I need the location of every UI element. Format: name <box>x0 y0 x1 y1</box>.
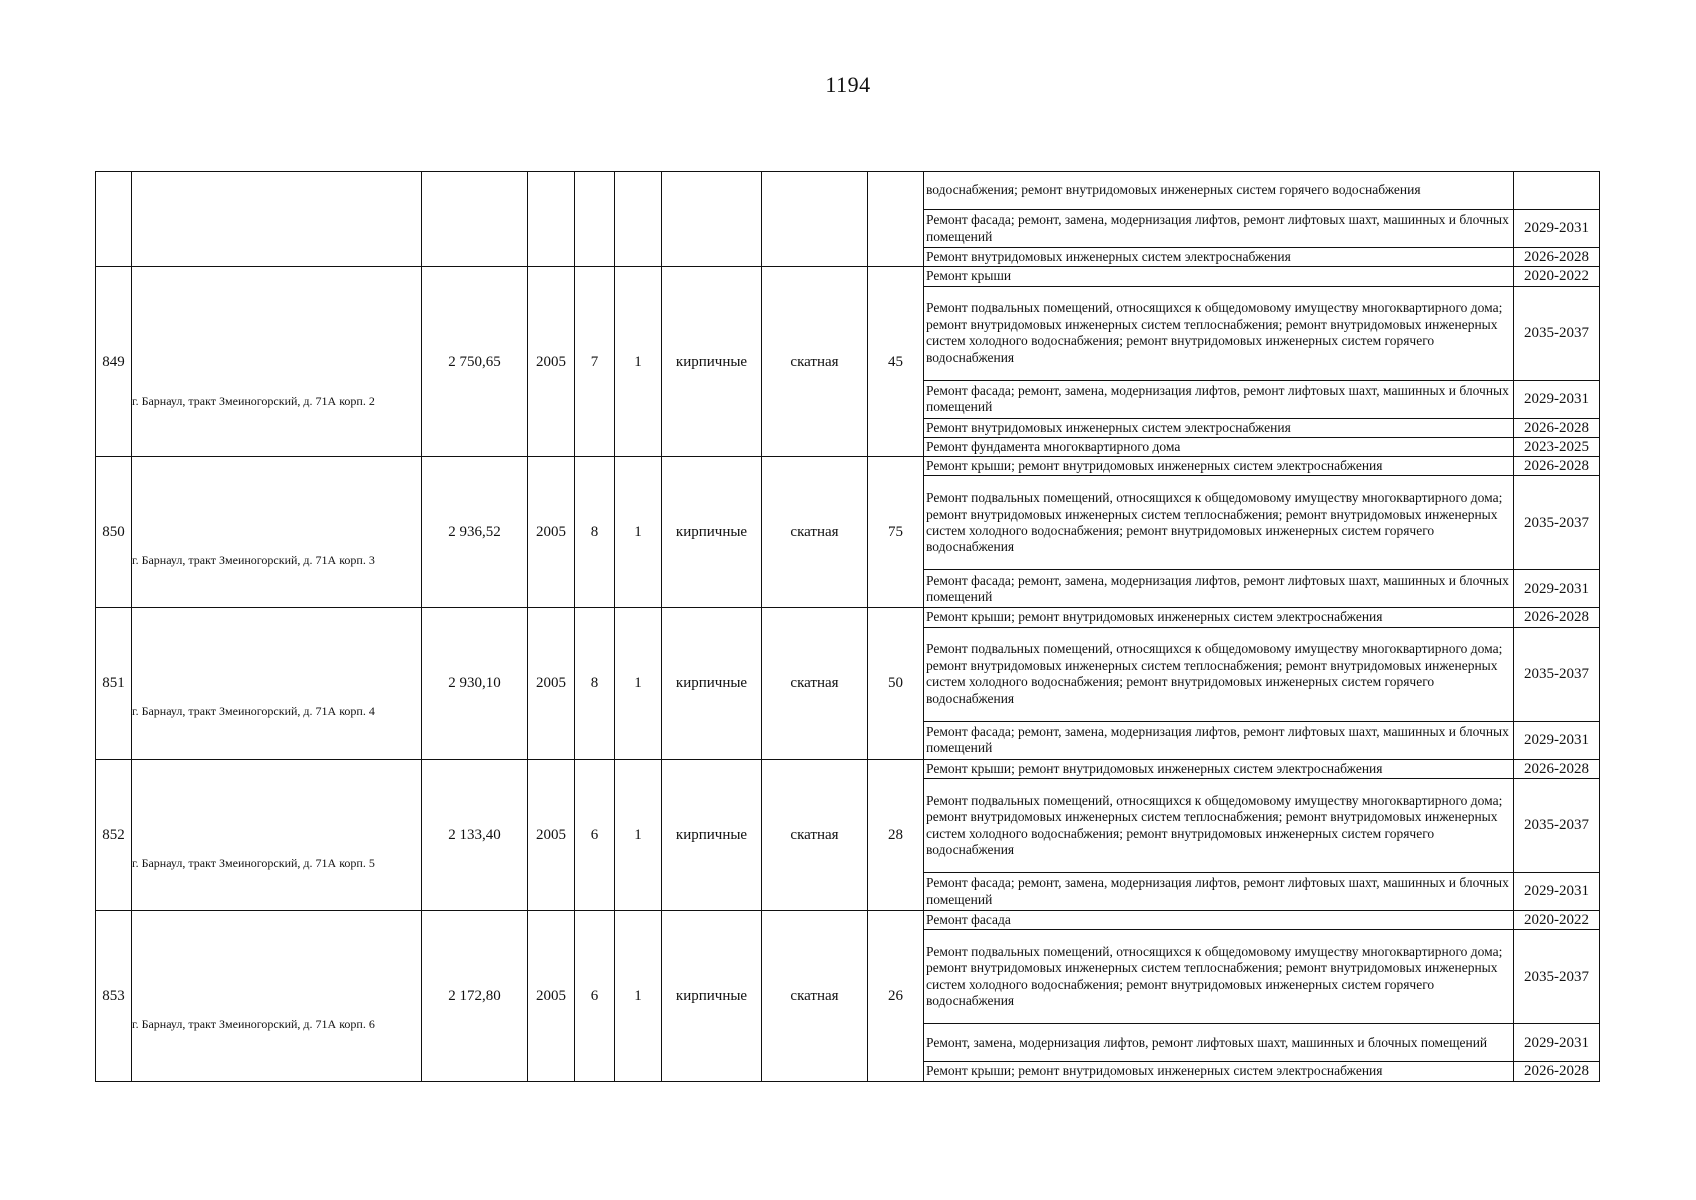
work-description: водоснабжения; ремонт внутридомовых инженерных систем горячего водоснабжения <box>924 172 1514 210</box>
work-description: Ремонт крыши <box>924 267 1514 286</box>
building-row <box>96 457 1600 476</box>
continuation-area-cell <box>422 172 528 267</box>
work-description: Ремонт подвальных помещений, относящихся к общедомовому имуществу многоквартирного дома; ремонт внутридомовых инженерных систем теплоснабжения; ремонт внутридомовых инженерных систем холодного водоснабжения; ремонт внутридомовых инженерных систем горячего водоснабжения <box>924 627 1514 721</box>
address-text: г. Барнаул, тракт Змеиногорский, д. 71А корп. 5 <box>132 855 375 870</box>
row-number: 849 <box>96 267 132 457</box>
entrances-cell: 1 <box>615 267 662 457</box>
floors-cell: 8 <box>575 608 615 759</box>
area-cell: 2 750,65 <box>422 267 528 457</box>
building-row <box>96 267 1600 286</box>
entrances-cell: 1 <box>615 457 662 608</box>
continuation-address-cell <box>132 172 422 267</box>
floors-cell: 8 <box>575 457 615 608</box>
work-period: 2026-2028 <box>1514 759 1600 778</box>
work-description: Ремонт подвальных помещений, относящихся к общедомовому имуществу многоквартирного дома; ремонт внутридомовых инженерных систем теплоснабжения; ремонт внутридомовых инженерных систем холодного водоснабжения; ремонт внутридомовых инженерных систем горячего водоснабжения <box>924 476 1514 570</box>
work-period: 2035-2037 <box>1514 779 1600 873</box>
wall-material-cell: кирпичные <box>662 759 762 910</box>
housing-register-table <box>95 171 1600 1082</box>
roof-type-cell: скатная <box>762 911 868 1082</box>
work-period: 2029-2031 <box>1514 873 1600 911</box>
wall-material-cell: кирпичные <box>662 911 762 1082</box>
wear-cell: 45 <box>868 267 924 457</box>
continuation-num-cell <box>96 172 132 267</box>
floors-cell: 6 <box>575 911 615 1082</box>
work-period: 2020-2022 <box>1514 267 1600 286</box>
work-description: Ремонт фасада; ремонт, замена, модернизация лифтов, ремонт лифтовых шахт, машинных и блочных помещений <box>924 873 1514 911</box>
address-text: г. Барнаул, тракт Змеиногорский, д. 71А корп. 2 <box>132 394 375 409</box>
roof-type-cell: скатная <box>762 608 868 759</box>
row-number: 850 <box>96 457 132 608</box>
work-description: Ремонт фундамента многоквартирного дома <box>924 437 1514 456</box>
work-description: Ремонт внутридомовых инженерных систем электроснабжения <box>924 248 1514 267</box>
work-description: Ремонт фасада <box>924 911 1514 930</box>
wear-cell: 26 <box>868 911 924 1082</box>
address-text: г. Барнаул, тракт Змеиногорский, д. 71А корп. 3 <box>132 553 375 568</box>
address-cell <box>132 911 422 1082</box>
year-cell: 2005 <box>528 608 575 759</box>
roof-type-cell: скатная <box>762 759 868 910</box>
wall-material-cell: кирпичные <box>662 608 762 759</box>
work-period: 2026-2028 <box>1514 248 1600 267</box>
continuation-row <box>96 172 1600 210</box>
work-period: 2029-2031 <box>1514 210 1600 248</box>
building-row <box>96 608 1600 627</box>
address-cell <box>132 267 422 457</box>
wear-cell: 50 <box>868 608 924 759</box>
address-text: г. Барнаул, тракт Змеиногорский, д. 71А корп. 6 <box>132 1016 375 1031</box>
work-description: Ремонт фасада; ремонт, замена, модернизация лифтов, ремонт лифтовых шахт, машинных и блочных помещений <box>924 380 1514 418</box>
area-cell: 2 930,10 <box>422 608 528 759</box>
continuation-wear-cell <box>868 172 924 267</box>
work-description: Ремонт крыши; ремонт внутридомовых инженерных систем электроснабжения <box>924 457 1514 476</box>
table-body <box>96 172 1600 1082</box>
work-period: 2029-2031 <box>1514 721 1600 759</box>
area-cell: 2 172,80 <box>422 911 528 1082</box>
work-period: 2026-2028 <box>1514 1062 1600 1081</box>
roof-type-cell: скатная <box>762 267 868 457</box>
work-period: 2035-2037 <box>1514 476 1600 570</box>
continuation-entrances-cell <box>615 172 662 267</box>
wear-cell: 28 <box>868 759 924 910</box>
floors-cell: 7 <box>575 267 615 457</box>
work-period: 2035-2037 <box>1514 930 1600 1024</box>
work-period: 2023-2025 <box>1514 437 1600 456</box>
continuation-floors-cell <box>575 172 615 267</box>
work-description: Ремонт крыши; ремонт внутридомовых инженерных систем электроснабжения <box>924 759 1514 778</box>
work-description: Ремонт крыши; ремонт внутридомовых инженерных систем электроснабжения <box>924 1062 1514 1081</box>
wear-cell: 75 <box>868 457 924 608</box>
work-description: Ремонт, замена, модернизация лифтов, ремонт лифтовых шахт, машинных и блочных помещений <box>924 1024 1514 1062</box>
work-description: Ремонт подвальных помещений, относящихся к общедомовому имуществу многоквартирного дома; ремонт внутридомовых инженерных систем теплоснабжения; ремонт внутридомовых инженерных систем холодного водоснабжения; ремонт внутридомовых инженерных систем горячего водоснабжения <box>924 286 1514 380</box>
work-description: Ремонт подвальных помещений, относящихся к общедомовому имуществу многоквартирного дома; ремонт внутридомовых инженерных систем теплоснабжения; ремонт внутридомовых инженерных систем холодного водоснабжения; ремонт внутридомовых инженерных систем горячего водоснабжения <box>924 930 1514 1024</box>
continuation-material-cell <box>662 172 762 267</box>
row-number: 852 <box>96 759 132 910</box>
entrances-cell: 1 <box>615 911 662 1082</box>
work-period: 2026-2028 <box>1514 457 1600 476</box>
work-period: 2029-2031 <box>1514 570 1600 608</box>
work-description: Ремонт крыши; ремонт внутридомовых инженерных систем электроснабжения <box>924 608 1514 627</box>
year-cell: 2005 <box>528 911 575 1082</box>
area-cell: 2 133,40 <box>422 759 528 910</box>
wall-material-cell: кирпичные <box>662 457 762 608</box>
entrances-cell: 1 <box>615 759 662 910</box>
building-row <box>96 759 1600 778</box>
address-cell <box>132 457 422 608</box>
continuation-roof-cell <box>762 172 868 267</box>
address-text: г. Барнаул, тракт Змеиногорский, д. 71А корп. 4 <box>132 704 375 719</box>
work-description: Ремонт внутридомовых инженерных систем электроснабжения <box>924 418 1514 437</box>
building-row <box>96 911 1600 930</box>
year-cell: 2005 <box>528 759 575 910</box>
work-period: 2029-2031 <box>1514 1024 1600 1062</box>
work-description: Ремонт фасада; ремонт, замена, модернизация лифтов, ремонт лифтовых шахт, машинных и блочных помещений <box>924 721 1514 759</box>
work-description: Ремонт фасада; ремонт, замена, модернизация лифтов, ремонт лифтовых шахт, машинных и блочных помещений <box>924 210 1514 248</box>
continuation-year-cell <box>528 172 575 267</box>
work-period: 2035-2037 <box>1514 286 1600 380</box>
work-period: 2029-2031 <box>1514 380 1600 418</box>
work-description: Ремонт фасада; ремонт, замена, модернизация лифтов, ремонт лифтовых шахт, машинных и блочных помещений <box>924 570 1514 608</box>
work-description: Ремонт подвальных помещений, относящихся к общедомовому имуществу многоквартирного дома; ремонт внутридомовых инженерных систем теплоснабжения; ремонт внутридомовых инженерных систем холодного водоснабжения; ремонт внутридомовых инженерных систем горячего водоснабжения <box>924 779 1514 873</box>
floors-cell: 6 <box>575 759 615 910</box>
address-cell <box>132 759 422 910</box>
row-number: 853 <box>96 911 132 1082</box>
wall-material-cell: кирпичные <box>662 267 762 457</box>
work-period: 2026-2028 <box>1514 418 1600 437</box>
row-number: 851 <box>96 608 132 759</box>
work-period: 2035-2037 <box>1514 627 1600 721</box>
page-number: 1194 <box>825 72 871 97</box>
roof-type-cell: скатная <box>762 457 868 608</box>
area-cell: 2 936,52 <box>422 457 528 608</box>
work-period <box>1514 172 1600 210</box>
work-period: 2026-2028 <box>1514 608 1600 627</box>
year-cell: 2005 <box>528 267 575 457</box>
entrances-cell: 1 <box>615 608 662 759</box>
address-cell <box>132 608 422 759</box>
work-period: 2020-2022 <box>1514 911 1600 930</box>
year-cell: 2005 <box>528 457 575 608</box>
